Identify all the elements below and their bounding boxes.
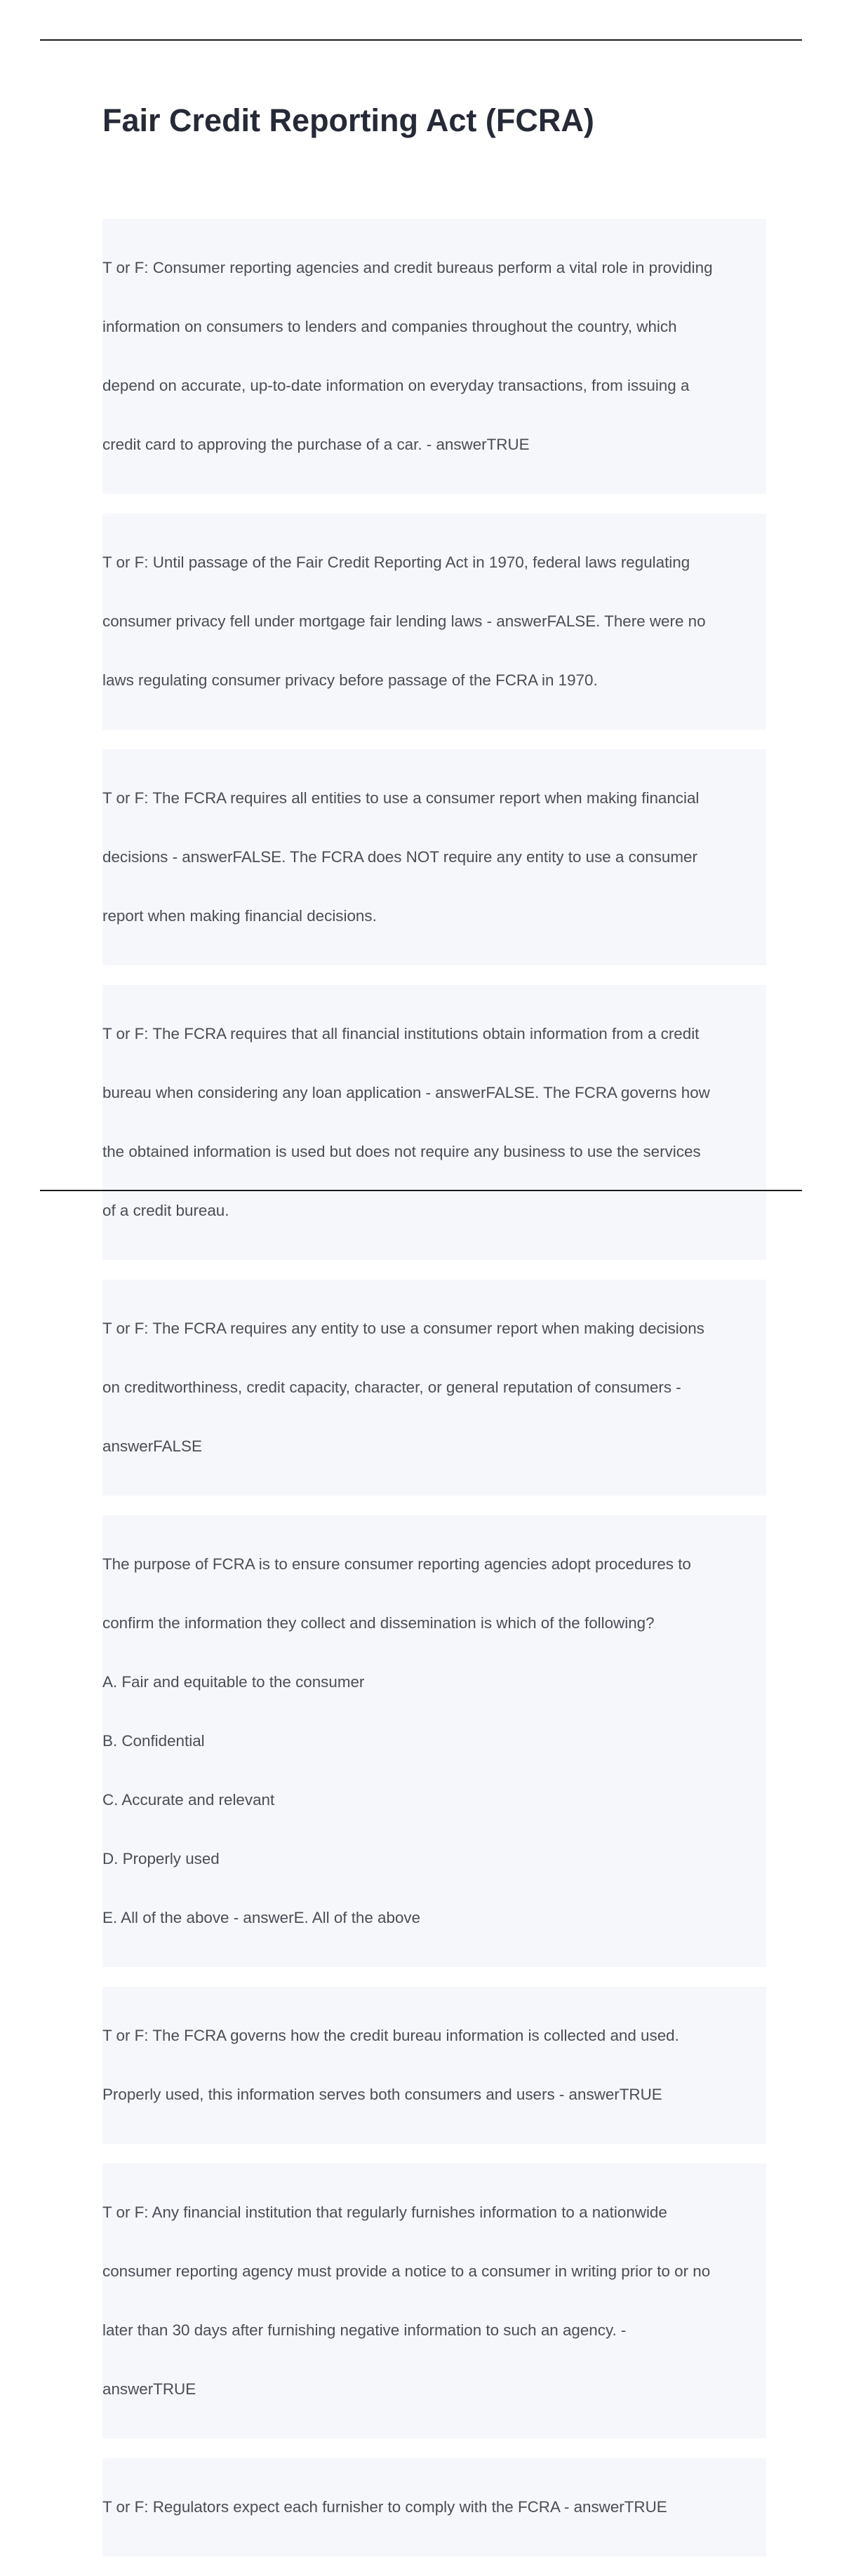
qa-line: later than 30 days after furnishing negative information to such an agency. - — [102, 2321, 627, 2339]
qa-line: depend on accurate, up-to-date information on everyday transactions, from issuing a — [102, 377, 690, 394]
qa-item — [102, 1515, 766, 1967]
qa-option: B. Confidential — [102, 1732, 205, 1750]
qa-item — [102, 749, 766, 965]
document-title: Fair Credit Reporting Act (FCRA) — [102, 102, 594, 138]
qa-line: T or F: Regulators expect each furnisher to comply with the FCRA - answerTRUE — [102, 2498, 667, 2516]
qa-option: E. All of the above - answerE. All of the above — [102, 1909, 421, 1926]
qa-item — [102, 2458, 766, 2556]
qa-line: the obtained information is used but does not require any business to use the services — [102, 1143, 701, 1160]
qa-line: answerTRUE — [102, 2380, 196, 2398]
qa-line: decisions - answerFALSE. The FCRA does NOT require any entity to use a consumer — [102, 848, 697, 866]
qa-item — [102, 514, 766, 730]
qa-item — [102, 1987, 766, 2144]
qa-line: report when making financial decisions. — [102, 907, 377, 925]
qa-list — [102, 219, 766, 2576]
qa-item — [102, 2164, 766, 2439]
qa-item — [102, 219, 766, 494]
qa-item — [102, 1280, 766, 1496]
qa-line: of a credit bureau. — [102, 1202, 229, 1219]
bottom-divider — [40, 1190, 802, 1191]
qa-line: consumer privacy fell under mortgage fair lending laws - answerFALSE. There were no — [102, 612, 706, 630]
qa-item — [102, 985, 766, 1260]
qa-line: laws regulating consumer privacy before passage of the FCRA in 1970. — [102, 671, 598, 689]
qa-line: T or F: Any financial institution that regularly furnishes information to a nationwide — [102, 2203, 667, 2221]
qa-option: D. Properly used — [102, 1850, 220, 1867]
qa-line: T or F: Consumer reporting agencies and credit bureaus perform a vital role in providing — [102, 259, 713, 276]
qa-line: The purpose of FCRA is to ensure consumer reporting agencies adopt procedures to — [102, 1555, 691, 1573]
qa-line: T or F: Until passage of the Fair Credit Reporting Act in 1970, federal laws regulating — [102, 554, 690, 571]
qa-line: Properly used, this information serves both consumers and users - answerTRUE — [102, 2086, 662, 2103]
qa-option: A. Fair and equitable to the consumer — [102, 1673, 365, 1691]
qa-line: on creditworthiness, credit capacity, character, or general reputation of consumers - — [102, 1378, 681, 1396]
qa-line: T or F: The FCRA requires any entity to use a consumer report when making decisions — [102, 1320, 704, 1337]
qa-option: C. Accurate and relevant — [102, 1791, 275, 1809]
qa-line: answerFALSE — [102, 1437, 202, 1455]
qa-line: bureau when considering any loan application - answerFALSE. The FCRA governs how — [102, 1084, 710, 1101]
qa-line: T or F: The FCRA requires all entities to use a consumer report when making financial — [102, 789, 700, 807]
top-divider — [40, 39, 802, 41]
qa-line: T or F: The FCRA governs how the credit bureau information is collected and used. — [102, 2027, 679, 2044]
qa-line: credit card to approving the purchase of a car. - answerTRUE — [102, 436, 530, 453]
qa-line: T or F: The FCRA requires that all financial institutions obtain information from a credit — [102, 1025, 700, 1042]
qa-line: confirm the information they collect and dissemination is which of the following? — [102, 1614, 655, 1632]
qa-line: consumer reporting agency must provide a notice to a consumer in writing prior to or no — [102, 2262, 711, 2280]
qa-line: information on consumers to lenders and companies throughout the country, which — [102, 318, 677, 335]
